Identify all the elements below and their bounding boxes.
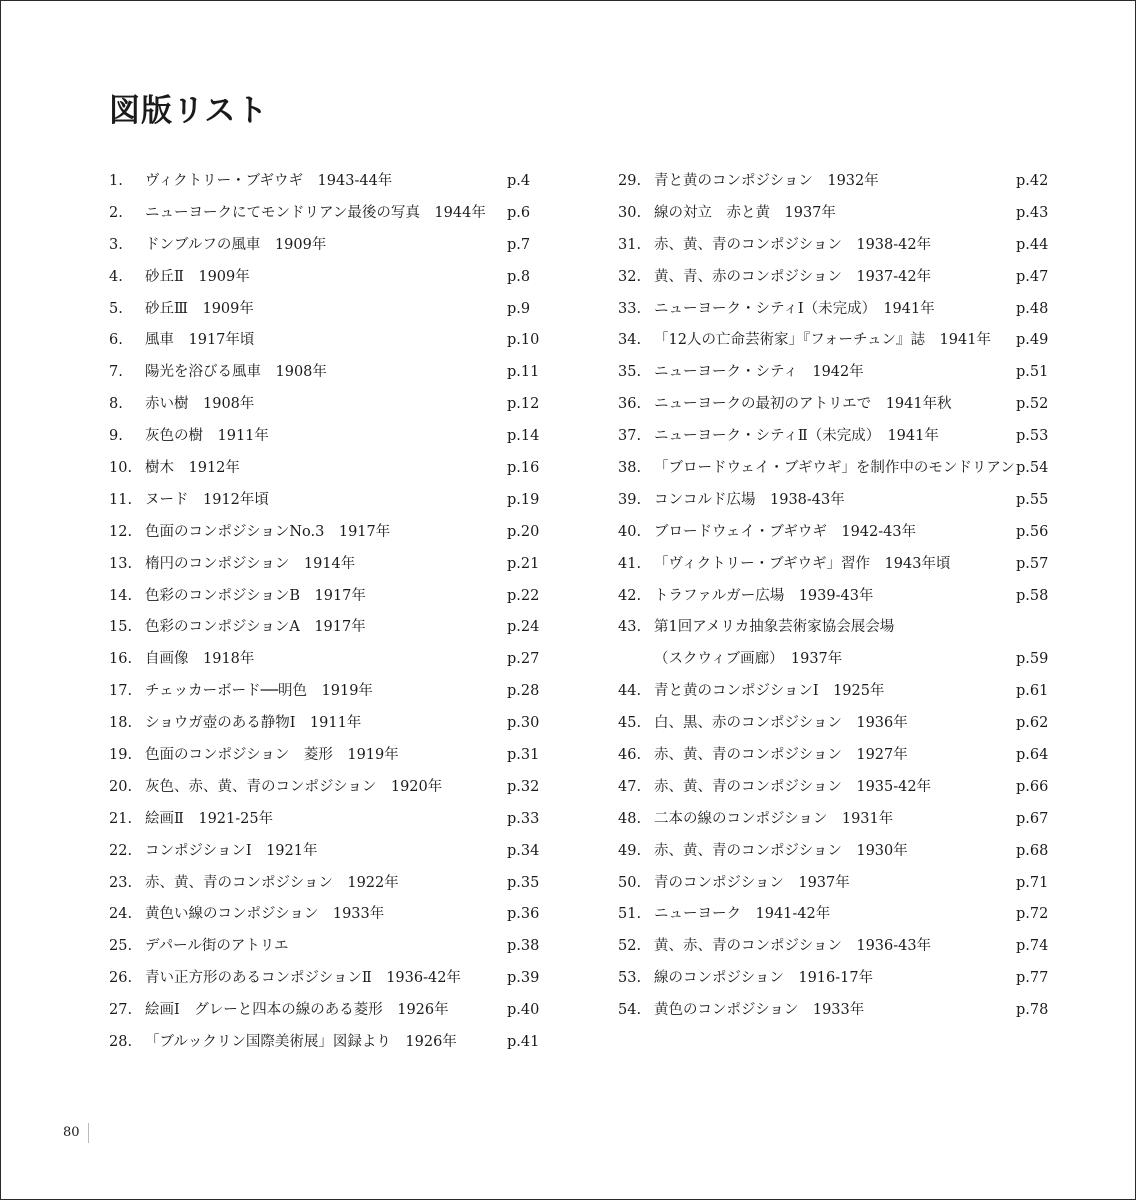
list-item (109, 868, 540, 900)
item-page: p.38 (507, 938, 540, 955)
list-item (618, 357, 1049, 389)
item-number: 43. (618, 619, 642, 636)
list-item (109, 485, 540, 517)
item-number: 36. (618, 396, 642, 413)
item-title: 赤、黄、青のコンポジション 1938-42年 (654, 236, 932, 253)
item-page: p.56 (1016, 523, 1049, 540)
list-item (109, 421, 540, 453)
item-page: p.53 (1016, 428, 1049, 445)
item-page: p.41 (507, 1034, 540, 1051)
item-title: 色彩のコンポジションA 1917年 (145, 619, 366, 636)
item-title: 線のコンポジション 1916-17年 (654, 970, 874, 987)
item-title: 色面のコンポジション 菱形 1919年 (145, 747, 399, 764)
item-page: p.48 (1016, 300, 1049, 317)
list-item (618, 931, 1049, 963)
list-item (618, 453, 1049, 485)
list-item (618, 899, 1049, 931)
item-page: p.62 (1016, 715, 1049, 732)
list-item (109, 836, 540, 868)
list-item (618, 868, 1049, 900)
item-page: p.47 (1016, 268, 1049, 285)
item-title: 「ブルックリン国際美術展」図録より 1926年 (145, 1034, 457, 1051)
item-number: 53. (618, 970, 642, 987)
item-title: 青と黄のコンポジション 1932年 (654, 173, 879, 189)
page-title: 図版リスト (109, 93, 269, 129)
item-number: 12. (109, 523, 133, 540)
list-item (109, 612, 540, 644)
item-title: ニューヨーク・シティ 1942年 (654, 364, 864, 381)
list-item (618, 294, 1049, 326)
item-title: 赤、黄、青のコンポジション 1922年 (145, 874, 399, 891)
item-number: 34. (618, 332, 642, 349)
item-title: ドンブルフの風車 1909年 (145, 236, 327, 253)
item-title: 黄、赤、青のコンポジション 1936-43年 (654, 938, 932, 955)
item-title: コンコルド広場 1938-43年 (654, 491, 845, 508)
item-title: 黄色のコンポジション 1933年 (654, 1002, 865, 1019)
list-item (618, 230, 1049, 262)
item-number: 25. (109, 938, 133, 955)
item-title: 灰色、赤、黄、青のコンポジション 1920年 (145, 778, 443, 795)
list-item (109, 708, 540, 740)
item-page: p.74 (1016, 938, 1049, 955)
item-number: 33. (618, 300, 642, 317)
list-item (618, 708, 1049, 740)
item-page: p.64 (1016, 747, 1049, 764)
item-title: 赤、黄、青のコンポジション 1930年 (654, 842, 908, 859)
item-page: p.14 (507, 428, 540, 445)
item-number: 27. (109, 1002, 133, 1019)
item-title: ヴィクトリー・ブギウギ 1943-44年 (145, 173, 393, 189)
item-number: 1. (109, 173, 123, 189)
item-title: （スクウィブ画廊） 1937年 (654, 651, 843, 668)
item-page: p.59 (1016, 651, 1049, 668)
list-item (109, 740, 540, 772)
item-number: 50. (618, 874, 642, 891)
item-page: p.42 (1016, 173, 1049, 189)
item-title: 絵画Ⅰ グレーと四本の線のある菱形 1926年 (145, 1002, 449, 1019)
item-title: トラファルガー広場 1939-43年 (654, 587, 874, 604)
list-item (109, 676, 540, 708)
item-page: p.51 (1016, 364, 1049, 381)
item-page: p.21 (507, 555, 540, 572)
list-item (618, 485, 1049, 517)
item-page: p.68 (1016, 842, 1049, 859)
item-title: コンポジションⅠ 1921年 (145, 842, 318, 859)
item-title: 白、黒、赤のコンポジション 1936年 (654, 715, 908, 732)
item-number: 37. (618, 428, 642, 445)
item-page: p.61 (1016, 683, 1049, 700)
item-title: ショウガ壺のある静物Ⅰ 1911年 (145, 715, 362, 732)
list-item (109, 644, 540, 676)
item-number: 28. (109, 1034, 133, 1051)
item-title: ブロードウェイ・ブギウギ 1942-43年 (654, 523, 917, 540)
item-number: 42. (618, 587, 642, 604)
item-title: ニューヨーク・シティⅡ（未完成） 1941年 (654, 428, 939, 445)
item-number: 51. (618, 906, 642, 923)
item-number: 41. (618, 555, 642, 572)
item-page: p.66 (1016, 778, 1049, 795)
list-item (109, 389, 540, 421)
item-number: 23. (109, 874, 133, 891)
item-number: 13. (109, 555, 133, 572)
item-page: p.8 (507, 268, 531, 285)
item-page: p.30 (507, 715, 540, 732)
item-number: 45. (618, 715, 642, 732)
item-number: 19. (109, 747, 133, 764)
list-item (618, 166, 1049, 198)
item-title: ニューヨーク・シティⅠ（未完成） 1941年 (654, 300, 935, 317)
item-page: p.58 (1016, 587, 1049, 604)
list-item (618, 389, 1049, 421)
item-page: p.52 (1016, 396, 1049, 413)
item-number: 14. (109, 587, 133, 604)
item-title: 自画像 1918年 (145, 651, 255, 668)
item-page: p.36 (507, 906, 540, 923)
item-page: p.9 (507, 300, 531, 317)
item-page: p.32 (507, 778, 540, 795)
item-number: 47. (618, 778, 642, 795)
item-title: 楕円のコンポジション 1914年 (145, 555, 356, 572)
list-item (618, 517, 1049, 549)
item-page: p.44 (1016, 236, 1049, 253)
list-item (109, 453, 540, 485)
item-number: 52. (618, 938, 642, 955)
item-number: 10. (109, 460, 133, 477)
item-number: 49. (618, 842, 642, 859)
item-title: 絵画Ⅱ 1921-25年 (145, 810, 274, 827)
item-title: ヌード 1912年頃 (145, 491, 269, 508)
item-number: 46. (618, 747, 642, 764)
item-number: 5. (109, 300, 123, 317)
list-item (109, 549, 540, 581)
item-number: 39. (618, 491, 642, 508)
list-item (109, 772, 540, 804)
item-page: p.78 (1016, 1002, 1049, 1019)
item-number: 6. (109, 332, 123, 349)
list-item (109, 166, 537, 198)
item-title: 青い正方形のあるコンポジションⅡ 1936-42年 (145, 970, 461, 987)
list-item (109, 198, 537, 230)
item-title: 「ブロードウェイ・ブギウギ」を制作中のモンドリアン (654, 460, 1015, 477)
list-item (109, 581, 540, 613)
item-number: 30. (618, 204, 642, 221)
item-page: p.55 (1016, 491, 1049, 508)
item-page: p.11 (507, 364, 540, 381)
list-item (109, 963, 540, 995)
list-item (618, 836, 1049, 868)
list-item (618, 740, 1049, 772)
item-page: p.20 (507, 523, 540, 540)
item-number: 15. (109, 619, 133, 636)
item-title: 赤、黄、青のコンポジション 1927年 (654, 747, 908, 764)
item-page: p.12 (507, 396, 540, 413)
item-title: 青のコンポジション 1937年 (654, 874, 850, 891)
item-page: p.43 (1016, 204, 1049, 221)
item-number: 11. (109, 491, 133, 508)
list-item (109, 931, 540, 963)
item-number: 32. (618, 268, 642, 285)
list-item (618, 198, 1049, 230)
item-title: 線の対立 赤と黄 1937年 (654, 204, 836, 221)
item-number: 16. (109, 651, 133, 668)
item-page: p.72 (1016, 906, 1049, 923)
item-page: p.49 (1016, 332, 1049, 349)
item-page: p.10 (507, 332, 540, 349)
item-number: 9. (109, 428, 123, 445)
item-title: チェッカーボード──明色 1919年 (145, 683, 373, 700)
item-page: p.4 (507, 173, 531, 189)
item-page: p.6 (507, 204, 531, 221)
list-item (109, 517, 540, 549)
list-item (618, 676, 1049, 708)
item-title: 「ヴィクトリー・ブギウギ」習作 1943年頃 (654, 555, 951, 572)
list-item (109, 804, 540, 836)
item-page: p.28 (507, 683, 540, 700)
item-page: p.7 (507, 236, 531, 253)
list-item (618, 995, 1049, 1027)
item-number: 35. (618, 364, 642, 381)
item-title: 黄、青、赤のコンポジション 1937-42年 (654, 268, 932, 285)
left-column (109, 166, 540, 1059)
item-page: p.22 (507, 587, 540, 604)
item-title: 赤、黄、青のコンポジション 1935-42年 (654, 778, 932, 795)
list-item (618, 772, 1049, 804)
item-number: 40. (618, 523, 642, 540)
item-title: ニューヨークの最初のアトリエで 1941年秋 (654, 396, 952, 413)
item-title: 「12人の亡命芸術家」『フォーチュン』誌 1941年 (654, 332, 991, 349)
list-item (618, 325, 1049, 357)
list-item (618, 262, 1049, 294)
item-page: p.35 (507, 874, 540, 891)
item-title: 砂丘Ⅲ 1909年 (145, 300, 254, 317)
item-number: 8. (109, 396, 123, 413)
item-title: 砂丘Ⅱ 1909年 (145, 268, 250, 285)
item-number: 31. (618, 236, 642, 253)
item-title: ニューヨーク 1941-42年 (654, 906, 831, 923)
list-item (109, 357, 540, 389)
list-item (109, 294, 537, 326)
list-item (618, 549, 1049, 581)
item-number: 20. (109, 778, 133, 795)
item-title: デパール街のアトリエ (145, 938, 289, 955)
item-page: p.54 (1016, 460, 1049, 477)
item-page: p.39 (507, 970, 540, 987)
item-page: p.24 (507, 619, 540, 636)
item-title: 樹木 1912年 (145, 460, 240, 477)
list-item (109, 262, 537, 294)
item-page: p.57 (1016, 555, 1049, 572)
list-item (618, 963, 1049, 995)
item-title: 二本の線のコンポジション 1931年 (654, 810, 894, 827)
item-title: 赤い樹 1908年 (145, 396, 255, 413)
item-number: 29. (618, 173, 642, 189)
item-number: 54. (618, 1002, 642, 1019)
item-title: 灰色の樹 1911年 (145, 428, 269, 445)
item-page: p.31 (507, 747, 540, 764)
item-page: p.27 (507, 651, 540, 668)
item-title: 第1回アメリカ抽象芸術家協会展会場 (654, 619, 895, 636)
item-number: 26. (109, 970, 133, 987)
item-number: 7. (109, 364, 123, 381)
item-title: 色彩のコンポジションB 1917年 (145, 587, 366, 604)
item-number: 2. (109, 204, 123, 221)
item-page: p.77 (1016, 970, 1049, 987)
item-number: 21. (109, 810, 133, 827)
list-item (618, 644, 1049, 676)
item-number: 44. (618, 683, 642, 700)
list-item (109, 899, 540, 931)
item-title: 陽光を浴びる風車 1908年 (145, 364, 327, 381)
item-number: 4. (109, 268, 123, 285)
item-number: 24. (109, 906, 133, 923)
list-item (618, 581, 1049, 613)
item-number: 48. (618, 810, 642, 827)
page-number: 80 (63, 1123, 89, 1143)
item-number: 3. (109, 236, 123, 253)
list-item (109, 325, 540, 357)
list-item (109, 995, 540, 1027)
item-title: 風車 1917年頃 (145, 332, 255, 349)
item-number: 38. (618, 460, 642, 477)
item-page: p.33 (507, 810, 540, 827)
item-title: 青と黄のコンポジションⅠ 1925年 (654, 683, 885, 700)
item-number: 22. (109, 842, 133, 859)
item-number: 17. (109, 683, 133, 700)
list-item (618, 421, 1049, 453)
item-page: p.34 (507, 842, 540, 859)
item-title: 黄色い線のコンポジション 1933年 (145, 906, 385, 923)
item-page: p.40 (507, 1002, 540, 1019)
list-item (109, 230, 537, 262)
item-number: 18. (109, 715, 133, 732)
list-item (618, 804, 1049, 836)
list-item (618, 612, 1046, 644)
item-title: ニューヨークにてモンドリアン最後の写真 1944年 (145, 204, 486, 221)
item-page: p.19 (507, 491, 540, 508)
list-item (109, 1027, 540, 1059)
item-page: p.67 (1016, 810, 1049, 827)
item-page: p.71 (1016, 874, 1049, 891)
item-page: p.16 (507, 460, 540, 477)
right-column (618, 166, 1049, 1027)
item-title: 色面のコンポジションNo.3 1917年 (145, 523, 391, 540)
